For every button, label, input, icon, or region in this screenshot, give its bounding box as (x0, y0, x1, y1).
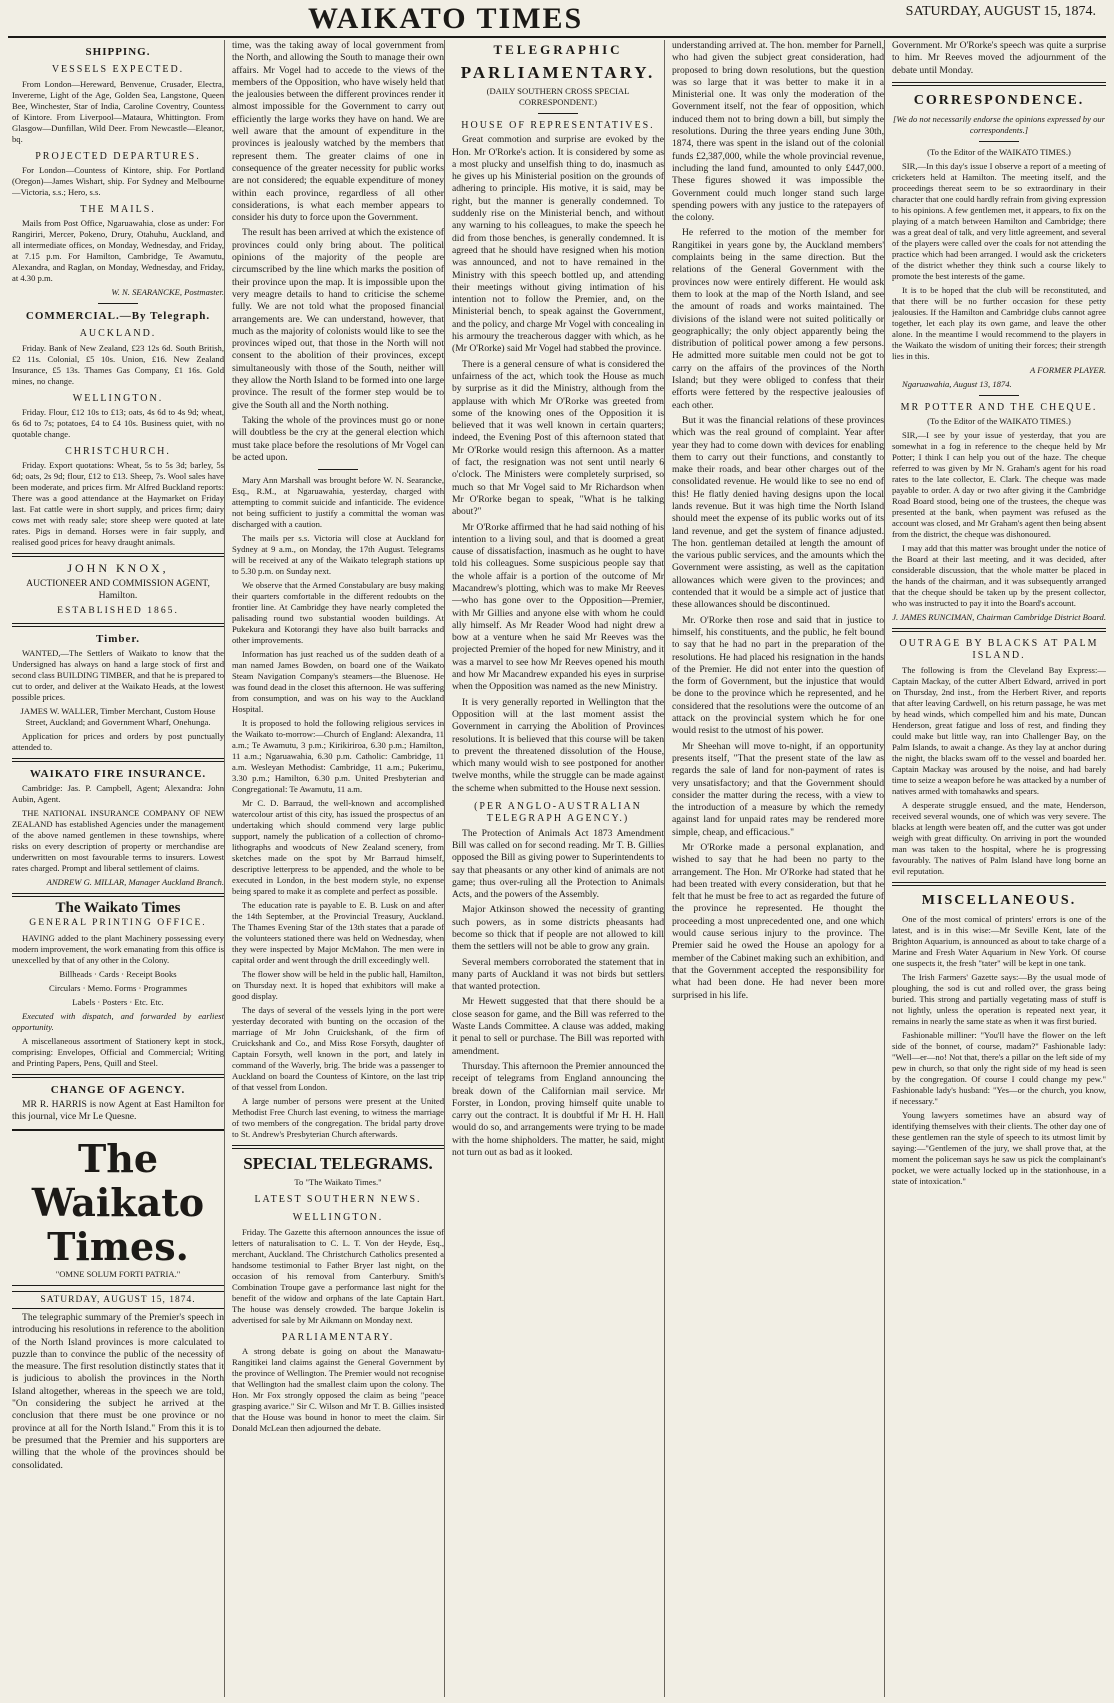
issue-date: SATURDAY, AUGUST 15, 1874. (12, 1291, 224, 1309)
miscellaneous-item: One of the most comical of printers' errors is one of the latest, and is in this wise:—Mr Seville Kent, late of the Brighton Aquarium, is announced as about to take charge of a Marine and Fresh Water Aquarium in New York. Of course one suspects it, the fresh "tater" will be kept in one tank. (892, 913, 1106, 968)
postmaster-signature: W. N. SEARANCKE, Postmaster. (111, 287, 224, 298)
divider (892, 882, 1106, 886)
agency-heading: CHANGE OF AGENCY. (50, 1083, 186, 1096)
column-3 (452, 40, 664, 1697)
newspaper-title: The Waikato Times. (31, 1135, 205, 1269)
parliament-paragraph: Thursday. This afternoon the Premier announced the receipt of telegrams from England announcing the break down of the Californian mail service. Mr Forster, in London, proving himself quite unable to carry out the contract. It is doubtful if Mr H. H. Hall would do so, and arrangements were trying to be made with the home shipholders. The matter, he said, might not turn out as bad as it looked. (452, 1060, 664, 1159)
mails-notice: Mails from Post Office, Ngaruawahia, close as under: For Rangiriri, Mercer, Pokeno, Drury, Otahuhu, Auckland, and all intermediate offices, on Monday, Wednesday, and Friday, at 7.15 p.m. For Hamilton, Cambridge, Te Awamutu, Alexandra, and Raglan, on Monday, Wednesday, and Friday, at 4.30 p.m. (12, 218, 224, 284)
column-5 (892, 40, 1106, 1697)
printing-office-list: Circulars · Memo. Forms · Programmes (49, 982, 187, 993)
news-item: The education rate is payable to E. B. Lusk on and after the 14th September, at the Provincial Treasury, Auckland. The Thames Evening Star of the 13th states that a parade of the volunteers stationed there was held on Wednesday, when they were inspected by Major McMahon. The men were in capital order and went through the drill exceedingly well. (232, 900, 444, 966)
knox-name: JOHN KNOX, (67, 561, 169, 576)
wellington-news-heading: WELLINGTON. (292, 1212, 384, 1224)
news-item: The mails per s.s. Victoria will close at Auckland for Sydney at 9 a.m., on Monday, the 17th August. Telegrams will be received at any of the Waikato telegraph stations up to 5.30 p.m. on Sunday next. (232, 533, 444, 577)
correspondence-disclaimer: [We do not necessarily endorse the opinions expressed by our correspondents.] (892, 113, 1106, 135)
printing-office-list: Billheads · Cards · Receipt Books (59, 968, 177, 979)
fire-insurance-body: THE NATIONAL INSURANCE COMPANY OF NEW ZEALAND has established Agencies under the management of the above named gentlemen in these townships, where risks on every description of property or merchandise are underwritten on most favourable terms to insurers. Lowest rates charged. Prompt and liberal settlement of claims. (12, 808, 224, 874)
wellington-news: Friday. The Gazette this afternoon announces the issue of letters of naturalisation to C. L. T. Von der Heyde, Esq., merchant, Auckland. The Christchurch Catholics presented a handsome testimonial to Father Bryer last night, on the occasion of his removal from Canterbury. Smith's Combination Troupe gave a performance last night for the benefit of the widow and orphans of the late Captain Hart. The house was densely crowded. The barque Jokelin is advertised for sale by Mr Aikmann on Monday next. (232, 1226, 444, 1325)
leader-article: The telegraphic summary of the Premier's speech in introducing his resolutions in reference to the abolition of the North Island provinces is more calculated to puzzle than to convince the public of the necessity of the measure. The first resolution distinctly states that it is judicious to abolish the provinces in the North Island altogether, whereas in the speech we are told, "On considering the subject he arrived at the conclusion that there must be one province or no province at all for the North Island." From this it is to be presumed that the Premier and his supporters are willing that the whole of the provinces should be consolidated. (12, 1311, 224, 1471)
masthead-box (12, 1129, 224, 1286)
miscellaneous-item: The Irish Farmers' Gazette says:—By the usual mode of ploughing, the sod is cut and rolled over, the grass being buried. This strong and partially vegetating mass of stuff is not lightly, unless the operation is repeated next year, it remains in nearly the same state as when it was first buried. (892, 971, 1106, 1026)
letter-body: I may add that this matter was brought under the notice of the Board at their last meeting, and it was decided, after considerable discussion, that the whole matter be placed in the hands of the chairman, and it was subsequently arranged that the cheque should be taken up by the present collector, who was instructed to pay it into the Board's account. (892, 543, 1106, 609)
departures-heading: PROJECTED DEPARTURES. (35, 150, 201, 162)
news-item: A large number of persons were present at the United Methodist Free Church last evening, to witness the marriage of two members of the congregation. The bridal party drove to St. Andrew's Presbyterian Church afterwards. (232, 1096, 444, 1140)
fire-agents: Cambridge: Jas. P. Campbell, Agent; Alexandra: John Aubin, Agent. (12, 783, 224, 805)
mails-heading: THE MAILS. (80, 203, 156, 215)
auckland-heading: AUCKLAND. (79, 328, 157, 340)
column-rule (224, 40, 225, 1697)
special-telegrams-sub: To "The Waikato Times." (294, 1177, 382, 1188)
timber-signature: JAMES W. WALLER, Timber Merchant, Custom House Street, Auckland; and Government Wharf, Onehunga. (20, 705, 216, 727)
vessels-list: From London—Hereward, Benvenue, Crusader, Electra, Invererne, Light of the Age, Golden Sea, Langstone, Queen Bee, Winchester, Star of India, Caroline Coventry, Countess of Kintore. From Liverpool—Mataura, Whittington. From Glasgow—Dunfillan, Wild Deer. From Newcastle—Eleanor, bq. (12, 78, 224, 144)
divider (318, 469, 358, 470)
parliament-paragraph: Several members corroborated the statement that in many parts of Auckland it was not birds but settlers that wanted protection. (452, 956, 664, 993)
agency-credit: (PER ANGLO-AUSTRALIAN TELEGRAPH AGENCY.) (474, 801, 642, 825)
column-rule (884, 40, 885, 1697)
parliament-paragraph: The Protection of Animals Act 1873 Amendment Bill was called on for second reading. Mr T. B. Gillies opposed the Bill as giving power to Superintendents to say that pheasants or any other kind of animals are not game; thus over-ruling all the Protection to Animals Acts, and the powers of the Assembly. (452, 827, 664, 901)
paper-name: WAIKATO TIMES (308, 2, 584, 35)
divider (12, 623, 224, 627)
parliament-paragraph: Mr O'Rorke affirmed that he had said nothing of his intention to a living soul, and that is doomed a great cause of dissatisfaction, inasmuch as he ought to have told his colleagues. Some suspicious people say that the whole affair is a portion of the outcome of Mr Macandrew's plotting, which was to make Mr Reeves—who has gone over to the Opposition—Premier, with Mr Gillies and anyone else with whom he could ally himself. As Mr Reader Wood had night drew a bow at a venture when he said Mr Reeves was the projected Premier of the hoped for new Ministry, and it was a marvel to see how Mr Reeves opened his mouth and how Mr Macandrew expanded his eyes in surprise when the Opposition was named as the new Ministry. (452, 521, 664, 693)
divider (12, 893, 224, 897)
parliament-paragraph: Mr Hewett suggested that that there should be a close season for game, and the Bill was referred to the Waste Lands Committee. A clause was added, making it penal to sell or purchase. The Bill was reported with amendment. (452, 996, 664, 1057)
parliament-paragraph: Government. Mr O'Rorke's speech was quite a surprise to him. Mr Reeves moved the adjournment of the debate until Monday. (892, 40, 1106, 76)
divider (892, 628, 1106, 632)
parliament-paragraph: Mr O'Rorke made a personal explanation, and wished to say that he had been no party to the arrangement. The Hon. Mr O'Rorke had stated that he had been treated with every consideration, but that he felt that he must be free to act as regarded the future of the province he represented. He thought the proceeding a most unprecedented one, and one which would cause serious injury to the province. The Premier said he owed the House an apology for a member of the Cabinet making such an exhibition, and that the Government accepted the responsibility for what had been done. He had never been more surprised in his life. (672, 842, 884, 1001)
potter-heading: MR POTTER AND THE CHEQUE. (900, 401, 1098, 413)
timber-heading: Timber. (96, 632, 140, 645)
news-item: The days of several of the vessels lying in the port were yesterday decorated with bunting on the occasion of the marriage of Mr John Cruickshank, of the firm of Cruickshank and Co., and Miss Rose Forsyth, daughter of Captain Forsyth, well known in the port, and lately in command of the Waverly, brig. The bride was a passenger to Auckland on board the Countess of Kintore, on the last trip of that vessel from London. (232, 1005, 444, 1093)
latest-news-heading: LATEST SOUTHERN NEWS. (254, 1194, 422, 1206)
printing-office-body: HAVING added to the plant Machinery possessing every modern improvement, the work emanating from this office is unexcelled by that of any other in the Colony. (12, 932, 224, 965)
column-2 (232, 40, 444, 1697)
newspaper-motto: "OMNE SOLUM FORTI PATRIA." (55, 1268, 181, 1279)
letter-body: SIR,—I see by your issue of yesterday, that you are somewhat in a fog in reference to the cheque held by Mr Potter; I think I can help you out of the haze. The cheque referred to was given by Mr N. Graham's agent for his road rates to the late collector, E. Clark. The cheque was made payable to order. A day or two after giving it the Cambridge Road Board stood, being one of the trustees, the cheque was presented at the bank, when payment was refused as the account was closed, and Mr Graham's agent then being absent from the district, the cheque was dishonoured. (892, 430, 1106, 540)
wellington-market: Friday. Flour, £12 10s to £13; oats, 4s 6d to 4s 9d; wheat, 6s 6d to 7s; potatoes, £4 to £4 10s. Business quiet, with no quotable change. (12, 407, 224, 440)
column-4 (672, 40, 884, 1697)
letter-body: SIR,—In this day's issue I observe a report of a meeting of cricketers held at Hamilton. The meeting itself, and the proceedings thereat seem to be so extraordinary in their character that one could hardly refrain from giving expression to his opinions. A few gentlemen met, it appears, to fix on the playing of a match between Hamilton and Cambridge; there was a great deal of talk, and very little agreement, and several of the players were called over the coals for not attending the practice which had been arranged. I would ask the cricketers of the district whether they think such a course likely to promote the best interests of the game. (892, 160, 1106, 281)
parliament-paragraph: understanding arrived at. The hon. member for Parnell, who had given the subject great consideration, had proposed to bring down resolutions, but the question was so large that it was better to make it in a Ministerial one. It was only the moderation of the Government itself, not the fear of opposition, which induced them not to bring down a bill, but simply the resolutions. During the three years ending June 30th, 1874, there was spent in the island out of the colonial funds £2,387,000, while the whole provincial revenue, including the land fund, amounted to only £447,000. These figures showed it was impossible the Government could much longer stand such large spending powers with any justice to the ratepayers of the colony. (672, 40, 884, 224)
fire-insurance-signature: ANDREW G. MILLAR, Manager Auckland Branch. (46, 877, 224, 888)
letter-salutation: (To the Editor of the WAIKATO TIMES.) (927, 416, 1071, 427)
miscellaneous-item: Fashionable milliner: "You'll have the flower on the left side of the bonnet, of course, madam?" Fashionable lady: "Well—er—no! Not that, there's a pillar on the left side of my pew in church, so that only the right side of my head is seen by the congregation. Of course I could change my pew." Fashionable lady's husband: "Yes—or the church, you know, if necessary." (892, 1029, 1106, 1106)
fire-insurance-heading: WAIKATO FIRE INSURANCE. (29, 767, 207, 780)
letter-salutation: (To the Editor of the WAIKATO TIMES.) (927, 146, 1071, 157)
outrage-article: The following is from the Cleveland Bay Express:—Captain Mackay, of the cutter Albert Edward, arrived in port on Thursday, 2nd inst., from the Herbert River, and reports that after leaving Cardwell, on his return passage, he was met by head winds, which compelled him and his mate, Duncan Henderson, great fatigue and loss of rest, and finding they could make but little way, ran into Challenger Bay, on the Palm Islands, to await a change. As they lay at anchor during the night, the blacks swam off to the vessel and boarded her. Captain Mackay was aroused by the noise, and had barely time to seize a weapon before he was attacked by a number of natives armed with tomahawks and spears. (892, 664, 1106, 796)
outrage-article: A desperate struggle ensued, and the mate, Henderson, received several wounds, one of which was very severe. The blacks at length were beaten off, and the cutter was got under weigh with great difficulty. On arriving in port the wounded man was taken to the hospital, where he is progressing favourably. The natives of Palm Island have long borne an evil reputation. (892, 799, 1106, 876)
divider (979, 395, 1019, 396)
news-item: Mr C. D. Barraud, the well-known and accomplished watercolour artist of this city, has issued the prospectus of an undertaking which should commend very large public support, namely the publication of a collection of chromo-lithographs and woodcuts of New Zealand scenery, from sketches made on the spot by Mr Barraud himself, descriptive letterpress to be appended, and the whole to be executed in London, in the best modern style, no expense being spared to make it as complete and perfect as possible. (232, 798, 444, 897)
column-rule (444, 40, 445, 1697)
divider (979, 141, 1019, 142)
vessels-heading: VESSELS EXPECTED. (51, 64, 185, 76)
divider (538, 113, 578, 114)
printing-office-note: Executed with dispatch, and forwarded by earliest opportunity. (12, 1010, 224, 1032)
masthead (8, 0, 1106, 38)
miscellaneous-item: Young lawyers sometimes have an absurd way of identifying themselves with their clients. The other day one of these gentlemen ran the style of speech to its utmost limit by saying:—"Gentlemen of the jury, we shall prove that, at the moment the policeman says he saw us pick the complainant's pocket, we were actually locked up in the stationhouse, in a state of intoxication." (892, 1109, 1106, 1186)
parliamentary-news: A strong debate is going on about the Manawatu-Rangitikei land claims against the General Government by the province of Wellington. The Premier would not recognise that Wellington had the smallest claim upon the colony. The Hon. Mr Fox strongly opposed the claim as being "peace grasping avarice." Sir C. Wilson and Mr T. B. Gillies insisted that the House was bound in honor to meet the claim. Sir Donald McLean then adjourned the debate. (232, 1345, 444, 1433)
divider (892, 82, 1106, 86)
parliamentary-main-heading: PARLIAMENTARY. (460, 63, 656, 82)
leader-continued: time, was the taking away of local government from the North, and allowing the South to manage their own affairs. Mr Vogel had to accede to the views of the members of the Opposition, who have wisely held that the jealousies between the different provinces render it almost impossible for the Government to carry out efficiently the large works they have on hand. We are well aware that the amount of expenditure in the provinces is jealously watched by the members that represent them. The greater claims of one in consequence of the greater necessity for public works are not considered; the equable expenditure of money within each province, regardless of all other considerations, is what each member appears to consider his duty to force upon the Government. (232, 40, 444, 224)
christchurch-market: Friday. Export quotations: Wheat, 5s to 5s 3d; barley, 5s 6d; oats, 2s 9d; flour, £12 to £13. Sheep, 7s. Wool sales have been moderate, and prices firm. Mr Alfred Buckland reports: There was a good attendance at the Haymarket on Friday last. Fat cattle were in short supply, and prices firm; dairy cows met with ready sale; store sheep were quoted at late rates. Pigs in demand. Horses were in fair supply, and realised good prices for heavy draught animals. (12, 460, 224, 548)
news-item: Mary Ann Marshall was brought before W. N. Searancke, Esq., R.M., at Ngaruawahia, yesterday, charged with attempting to commit suicide and infanticide. The evidence not being sufficient to justify a committal the woman was discharged with a caution. (232, 475, 444, 530)
correspondence-heading: CORRESPONDENCE. (913, 92, 1085, 108)
issue-date-header: SATURDAY, AUGUST 15, 1874. (905, 4, 1096, 19)
stationery-notice: A miscellaneous assortment of Stationery kept in stock, comprising: Envelopes, Official and Commercial; Writing and Printing Papers, Pens, Quill and Steel. (12, 1035, 224, 1068)
parliament-paragraph: It is very generally reported in Wellington that the Opposition will at the last moment assist the Government in carrying the Abolition of Provinces resolutions. It is believed that this course will be taken to prevent the threatened dissolution of the House, which many would wish to see postponed for another twelve months, while the struggle can be made against the scheme when submitted to the House next session. (452, 696, 664, 794)
knox-trade: AUCTIONEER AND COMMISSION AGENT, Hamilton. (26, 577, 210, 601)
parliament-paragraph: But it was the financial relations of these provinces which was the real ground of complaint. Year after year they had to come down with devices for enabling them to carry out their functions, and constantly to make their roads, and bear other charges out of the consolidated revenue. He would like to see no end of this! He flatly denied having designs upon the local lands revenue. But it was high time the North Island should meet the expense of its public works out of its land revenue, and get the system of finance adjusted. The hon. gentleman detailed at length the amount of the various public services, and the amounts which the Government were assisting, as well as the capitation allowances which were given to the provinces; and contended that it would be a simple act of justice that these allowances should be discontinued. (672, 414, 884, 611)
divider (12, 553, 224, 557)
outrage-heading: OUTRAGE BY BLACKS AT PALM ISLAND. (899, 638, 1099, 662)
letter-signature: A FORMER PLAYER. (1030, 364, 1106, 375)
parliament-paragraph: Mr. O'Rorke then rose and said that in justice to himself, his constituents, and the public, he felt bound to say that he had no part in the preparation of the resolutions. He had placed his resignation in the hands of the Premier. He did not enter into the question of the form of Government, but the injustice that would be done to the province which he represented, and he considered that the resolutions were the outcome of an attack on the provincial system which he for one would resist to the utmost of his power. (672, 614, 884, 737)
leader-continued: The result has been arrived at which the existence of provinces could only bring about. The political opinions of the majority of the people are circumscribed by the line which marks the position of their province upon the map. It is impossible upon the very meagre details to hand to criticise the scheme fully. We are not told what the proposed financial arrangements are. We can understand, however, that much as the majority of colonists would like to see the provinces wiped out, that those in the North will not consent to the abolition of their provinces, except simultaneously with those of the South, neither will they allow the North Island to be formed into one large province. The result of the former step would be to give the South all and the North nothing. (232, 227, 444, 411)
divider (232, 1145, 444, 1149)
shipping-heading: SHIPPING. (85, 46, 151, 58)
auckland-market: Friday. Bank of New Zealand, £23 12s 6d. South British, £2 11s. Colonial, £5 10s. Union, £16. New Zealand Insurance, £5 13s. Thames Gas Company, £1 16s. Gold mines, no change. (12, 342, 224, 386)
news-item: We observe that the Armed Constabulary are busy making their quarters comfortable in the different redoubts on the frontier line. At Cambridge they have nearly completed the palisading round two substantial wooden buildings. At Pukekura and Kotorangi they have also built barracks and other improvements. (232, 580, 444, 646)
divider (98, 303, 138, 304)
parliament-paragraph: Great commotion and surprise are evoked by the Hon. Mr O'Rorke's action. It is considered by some as a most plucky and unselfish thing to do, inasmuch as he gives up his Ministerial position on the grounds of adhering to principle. His motive, it is said, may be right, but the manner is generally condemned. To suddenly rise on the Ministerial bench, and without any warning to his colleagues, to make the speech he did from those benches, is generally condemned. It is agreed that he should have resigned when his motion was announced, and not to have remained in the Ministry with this speech bottled up, and attending their meetings without giving intimation of his intention not to follow the Premier, and, on the Ministerial bench, to speak against the Government, and the policy, and charge Mr Vogel with concealing in his armoury the treacherous dagger with which, as he (Mr O'Rorke) said Mr Vogel had stabbed the province. (452, 134, 664, 355)
leader-continued: Taking the whole of the provinces must go or none will doubtless be the cry at the general election which must take place before the resolutions of Mr Vogel can be acted upon. (232, 414, 444, 463)
letter-body: It is to be hoped that the club will be reconstituted, and that there will be no further occasion for these petty jealousies. If the Hamilton and Cambridge clubs cannot agree together, let each play its own game, and leave the other alone. In the meantime I would recommend to the players in the Waikato the wisdom of uniting their forces; their strength lies in this. (892, 284, 1106, 361)
printing-office-list: Labels · Posters · Etc. Etc. (72, 996, 164, 1007)
parliament-paragraph: He referred to the motion of the member for Rangitikei in years gone by, the Auckland members' complaints being in the same direction. But the relations of the General Government with the provinces now were entirely different. He would ask them to look at the map of the North Island, and see the amount of roads and works maintained. The divisions of the island were not suited politically or geographically; the only object apparently being the distribution of political power among a few persons. He admitted more suitable men could not be got to carry on the affairs of the provinces of the North Island; but they were obliged to confess that their efforts were fettered by the respective jealousies of each other. (672, 227, 884, 411)
news-item: The flower show will be held in the public hall, Hamilton, on Thursday next. It is hoped that exhibitors will make a good display. (232, 969, 444, 1002)
news-item: Information has just reached us of the sudden death of a man named James Bowden, on board one of the Waikato Steam Navigation Company's steamers—the Bluenose. He was found dead in the closet this afternoon. He was suffering from consumption, and was on his way to the Auckland Hospital. (232, 649, 444, 715)
wellington-market-heading: WELLINGTON. (72, 392, 164, 404)
departures-list: For London—Countess of Kintore, ship. For Portland (Oregon)—James Wishart, ship. For Sydney and Melbourne—Victoria, s.s.; Hero, s.s. (12, 164, 224, 197)
divider (12, 758, 224, 762)
column-rule (664, 40, 665, 1697)
christchurch-heading: CHRISTCHURCH. (65, 446, 171, 458)
column-1 (12, 40, 224, 1697)
letter-date: Ngaruawahia, August 13, 1874. (902, 378, 1012, 389)
special-telegrams-heading: SPECIAL TELEGRAMS. (243, 1154, 433, 1174)
parliamentary-heading: PARLIAMENTARY. (281, 1331, 395, 1343)
letter-signature: J. JAMES RUNCIMAN, Chairman Cambridge District Board. (892, 612, 1106, 623)
knox-established: ESTABLISHED 1865. (57, 605, 179, 617)
printing-office-subtitle: GENERAL PRINTING OFFICE. (29, 917, 207, 929)
commercial-heading: COMMERCIAL.—By Telegraph. (25, 310, 211, 323)
house-heading: HOUSE OF REPRESENTATIVES. (461, 120, 655, 131)
timber-advert: WANTED,—The Settlers of Waikato to know that the Undersigned has always on hand a large stock of first and second class BUILDING TIMBER, and that he is prepared to cut to order, and deliver at the Waikato Heads, at the lowest possible prices. (12, 647, 224, 702)
parliament-paragraph: Major Atkinson showed the necessity of granting such powers, as in some districts pheasants had become so thick that if people are not allowed to kill them the settlers will not be able to grow any grain. (452, 904, 664, 953)
agency-notice: MR R. HARRIS is now Agent at East Hamilton for this journal, vice Mr Le Quesne. (12, 1099, 224, 1123)
parliament-paragraph: There is a general censure of what is considered the unfairness of the act, which took the House as much by surprise as it did the Ministry, although from the applause with which Mr O'Rorke was greeted from some of the knowing ones of the Opposition it is believed that it was well known in certain quarters; indeed, the Evening Post of this afternoon stated that Mr O'Rorke would resign this afternoon. As a matter of fact, the resignation was not sent until nearly 6 o'clock. The Ministers were completely surprised, so much so that Mr Vogel said to Mr Richardson when Mr O'Rorke began to speak, "What is he talking about?" (452, 358, 664, 518)
telegraphic-heading: TELEGRAPHIC (493, 42, 623, 57)
divider (12, 1074, 224, 1078)
miscellaneous-heading: MISCELLANEOUS. (921, 892, 1077, 908)
parliament-paragraph: Mr Sheehan will move to-night, if an opportunity presents itself, "That the present state of the law as regards the sale of land for non-payment of rates is very unsatisfactory; and that the Government should consider the matter during the recess, with a view to the introduction of a measure by which the remedy against land for unpaid rates may be rendered more simple, cheap, and efficacious." (672, 740, 884, 838)
printing-office-title: The Waikato Times (55, 900, 181, 917)
news-item: It is proposed to hold the following religious services in the Waikato to-morrow:—Church of England: Alexandra, 11 a.m.; Te Awamutu, 3 p.m.; Kirikiriroa, 6.30 p.m.; Hamilton, 11 a.m.; Ngaruawahia, 6.30 p.m. Catholic: Cambridge, 11 a.m. Wesleyan Methodist: Cambridge, 11 a.m.; Pukerimu, 3.30 p.m.; Hamilton, 6.30 p.m. United Presbyterian and Congregational: Te Awamutu, 11 a.m. (232, 718, 444, 795)
timber-note: Application for prices and orders by post punctually attended to. (12, 730, 224, 752)
correspondent-credit: (DAILY SOUTHERN CROSS SPECIAL CORRESPONDENT.) (486, 86, 630, 107)
